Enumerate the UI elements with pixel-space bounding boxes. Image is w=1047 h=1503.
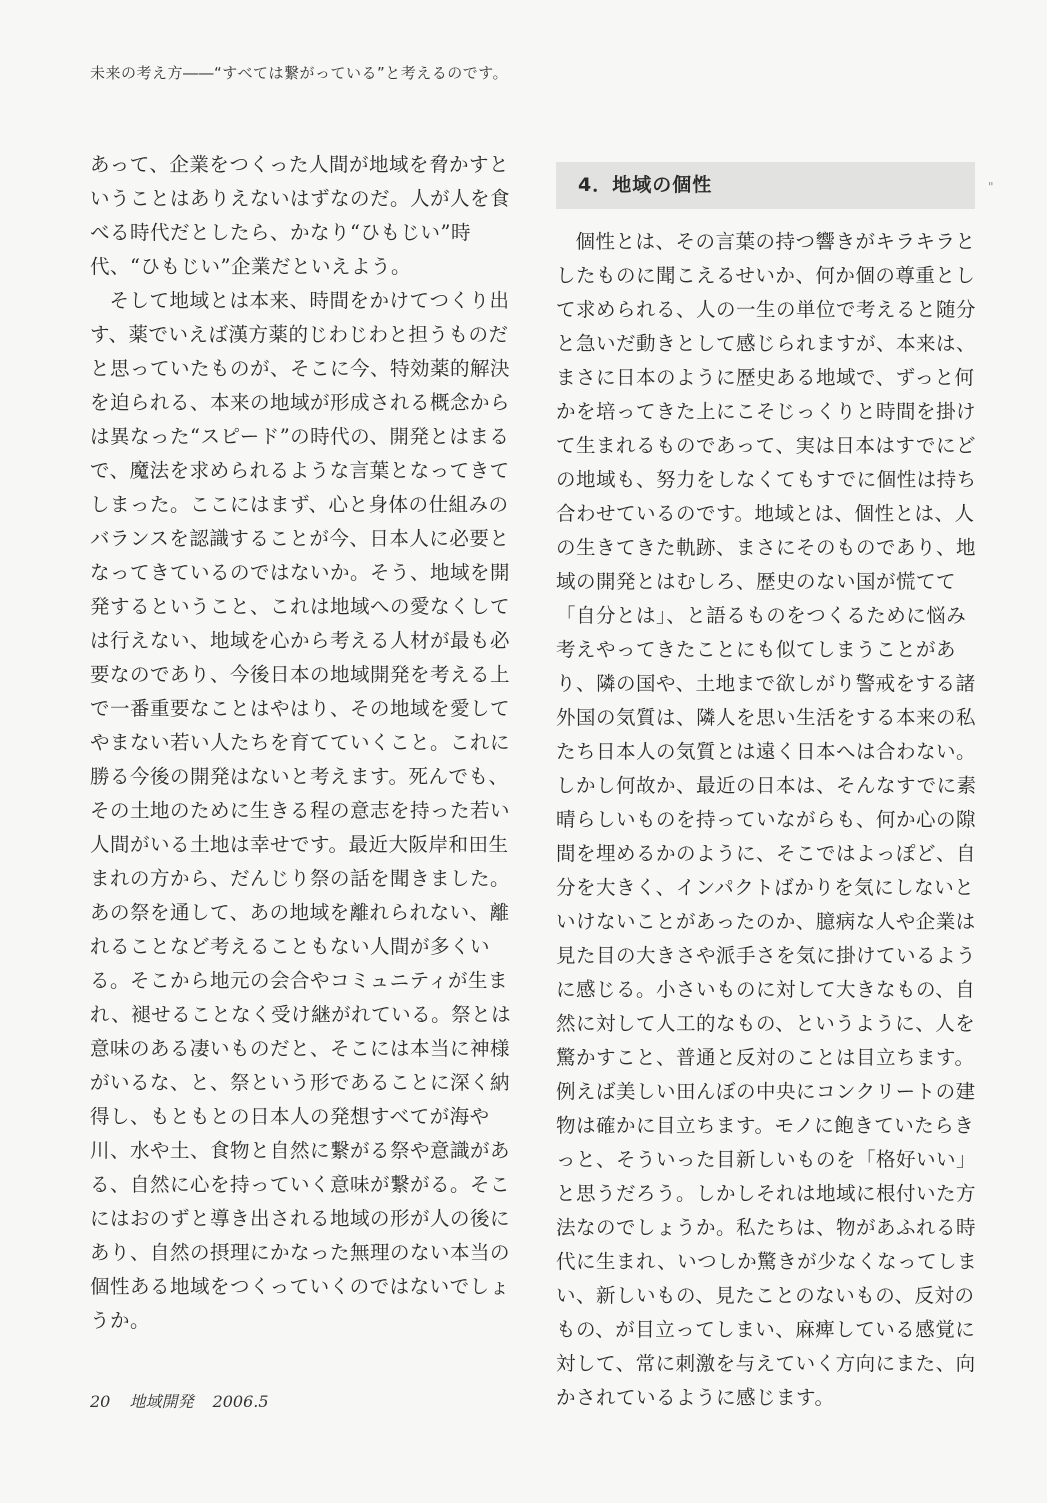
left-column [90,148,513,1338]
issue-date: 2006.5 [212,1392,269,1411]
section-heading: 4．地域の個性 [556,162,975,209]
page-number: 20 [90,1392,111,1411]
right-column [556,162,979,1415]
body-paragraph: そして地域とは本来、時間をかけてつくり出す、薬でいえば漢方薬的じわじわと担うものだと思っていたものが、そこに今、特効薬的解決を迫られる、本来の地域が形成される概念からは異なった“スピード”の時代の、開発とはまるで、魔法を求められるような言葉となってきてしまった。ここにはまず、心と身体の仕組みのバランスを認識することが今、日本人に必要となってきているのではないか。そう、地域を開発するということ、これは地域への愛なくしては行えない、地域を心から考える人材が最も必要なのであり、今後日本の地域開発を考える上で一番重要なことはやはり、その地域を愛してやまない若い人たちを育てていくこと。これに勝る今後の開発はないと考えます。死んでも、その土地のために生きる程の意志を持った若い人間がいる土地は幸せです。最近大阪岸和田生まれの方から、だんじり祭の話を聞きました。あの祭を通して、あの地域を離れられない、離れることなど考えることもない人間が多くいる。そこから地元の会合やコミュニティが生まれ、褪せることなく受け継がれている。祭とは意味のある凄いものだと、そこには本当に神様がいるな、と、祭という形であることに深く納得し、もともとの日本人の発想すべてが海や川、水や土、食物と自然に繋がる祭や意識がある、自然に心を持っていく意味が繋がる。そこにはおのずと導き出される地域の形が人の後にあり、自然の摂理にかなった無理のない本当の個性ある地域をつくっていくのではないでしょうか。 [90,289,512,1332]
body-paragraph: 個性とは、その言葉の持つ響きがキラキラとしたものに聞こえるせいか、何か個の尊重として求められる、人の一生の単位で考えると随分と急いだ動きとして感じられますが、本来は、まさに日本のように歴史ある地域で、ずっと何かを培ってきた上にこそじっくりと時間を掛けて生まれるものであって、実は日本はすでにどの地域も、努力をしなくてもすでに個性は持ち合わせているのです。地域とは、個性とは、人の生きてきた軌跡、まさにそのものであり、地域の開発とはむしろ、歴史のない国が慌てて「自分とは」、と語るものをつくるために悩み考えやってきたことにも似てしまうことがあり、隣の国や、土地まで欲しがり警戒をする諸外国の気質は、隣人を思い生活をする本来の私たち日本人の気質とは遠く日本へは合わない。しかし何故か、最近の日本は、そんなすでに素晴らしいものを持っていながらも、何か心の隙間を埋めるかのように、そこではよっぽど、自分を大きく、インパクトばかりを気にしないといけないことがあったのか、臆病な人や企業は見た目の大きさや派手さを気に掛けているように感じる。小さいものに対して大きなもの、自然に対して人工的なもの、というように、人を驚かすこと、普通と反対のことは目立ちます。例えば美しい田んぼの中央にコンクリートの建物は確かに目立ちます。モノに飽きていたらきっと、そういった目新しいものを「格好いい」と思うだろう。しかしそれは地域に根付いた方法なのでしょうか。私たちは、物があふれる時代に生まれ、いつしか驚きが少なくなってしまい、新しいもの、見たことのないもの、反対のもの、が目立ってしまい、麻痺している感覚に対して、常に刺激を与えていく方向にまた、向かされているように感じます。 [556,230,978,1409]
running-head: 未来の考え方――“すべては繋がっている”と考えるのです。 [90,64,509,82]
body-paragraph: あって、企業をつくった人間が地域を脅かすということはありえないはずなのだ。人が人を食べる時代だとしたら、かなり“ひもじい”時代、“ひもじい”企業だといえよう。 [90,153,511,278]
scan-mark: " [988,180,994,194]
journal-name: 地域開発 [129,1392,194,1411]
page-footer [90,1389,283,1412]
